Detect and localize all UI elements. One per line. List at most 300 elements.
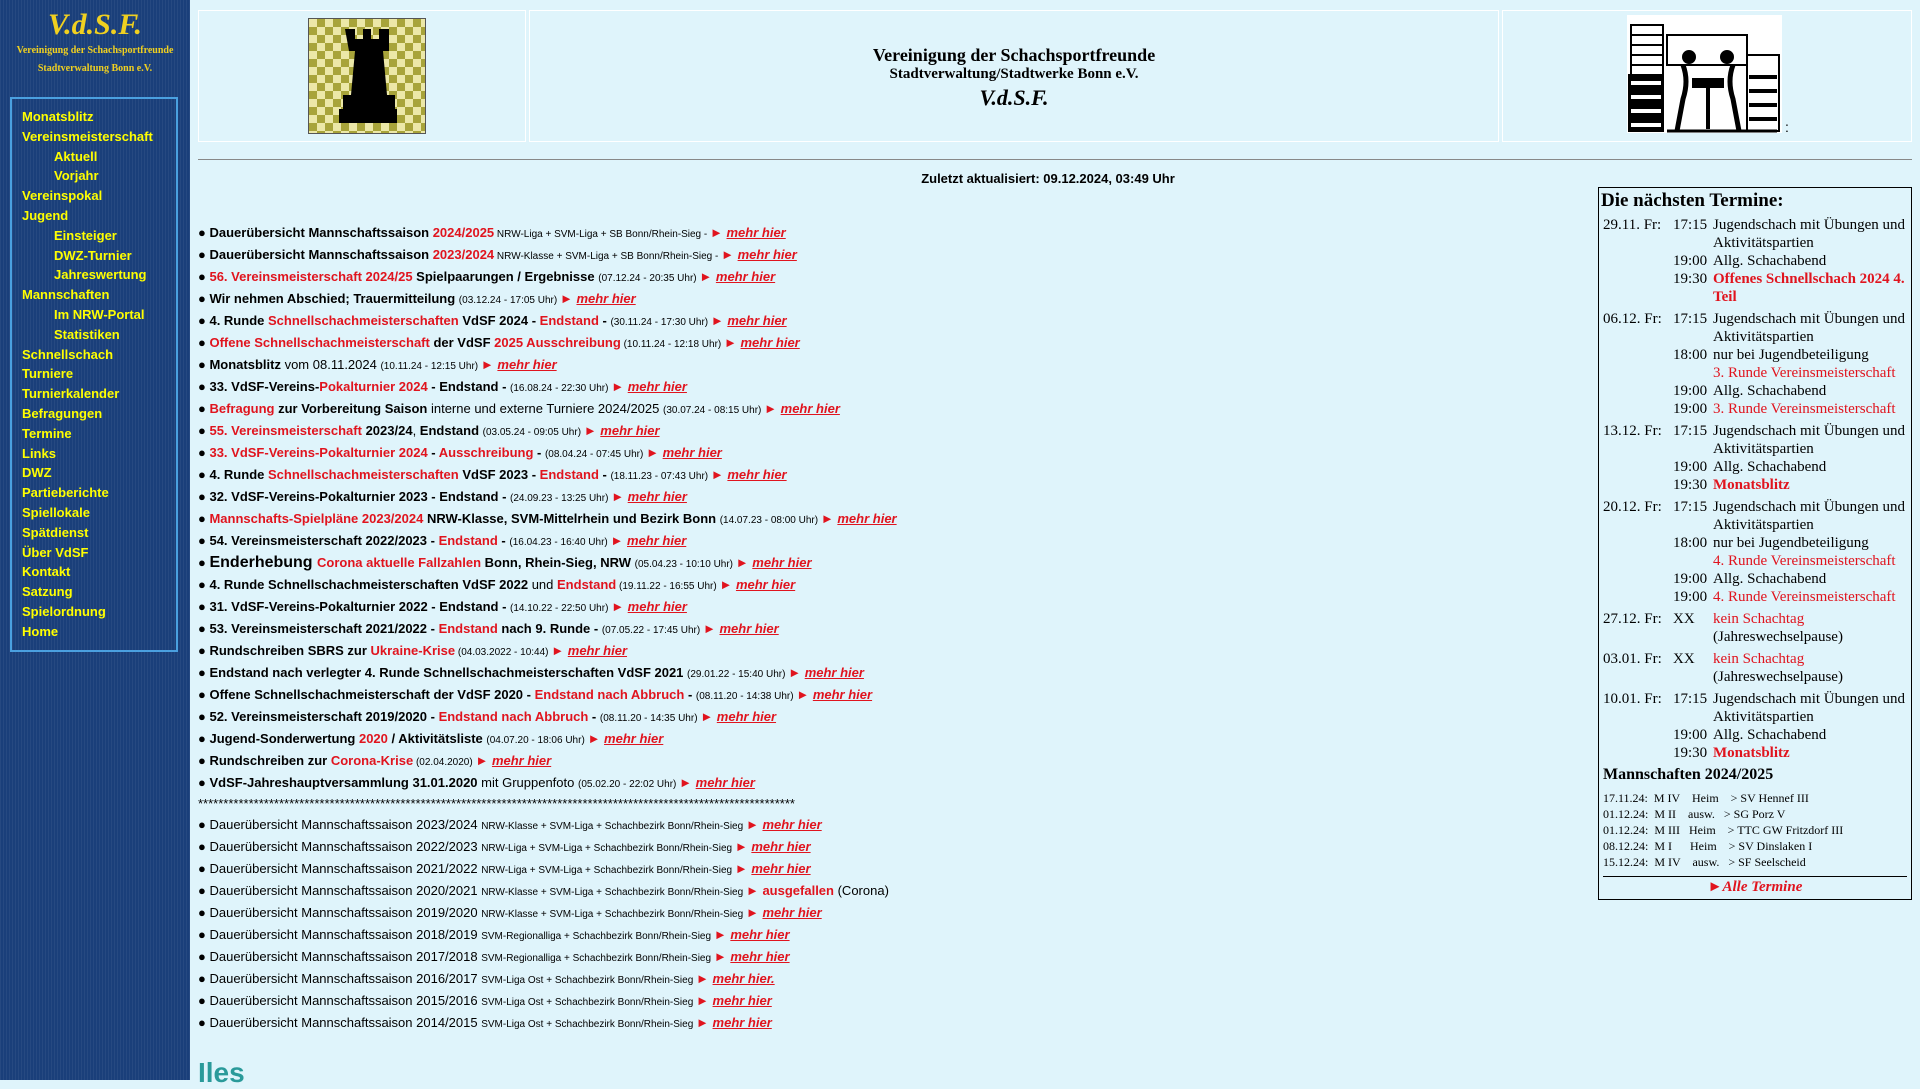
news-item bbox=[198, 750, 1588, 772]
separator-stars: ********************************************************************************************************************** bbox=[198, 796, 795, 811]
event-date: 06.12. Fr: bbox=[1603, 311, 1662, 327]
event-date bbox=[1603, 744, 1673, 762]
more-link[interactable]: mehr hier bbox=[627, 489, 687, 504]
menu-item-jahreswertung[interactable]: Jahreswertung bbox=[54, 267, 147, 283]
event-date bbox=[1603, 476, 1673, 494]
chess-players-image bbox=[1627, 15, 1782, 133]
news-text: und bbox=[528, 577, 558, 592]
header-left-cell bbox=[198, 10, 526, 142]
bullet-icon: ● bbox=[198, 971, 210, 986]
news-item bbox=[198, 772, 1588, 794]
bullet-icon: ● bbox=[198, 687, 210, 702]
news-text: NRW-Klasse, SVM-Mittelrhein und Bezirk Bonn bbox=[423, 511, 720, 526]
more-link[interactable]: mehr hier bbox=[712, 1015, 772, 1030]
event-time bbox=[1673, 552, 1713, 570]
page-header bbox=[198, 10, 1912, 142]
more-link[interactable]: mehr hier bbox=[627, 599, 687, 614]
news-text: Spielpaarungen / Ergebnisse bbox=[412, 269, 599, 284]
event-date bbox=[1603, 252, 1673, 270]
event-description: 3. Runde Vereinsmeisterschaft bbox=[1713, 401, 1896, 417]
bullet-icon: ● bbox=[198, 731, 210, 746]
more-link[interactable]: mehr hier bbox=[751, 839, 811, 854]
arrow-right-icon: ► bbox=[696, 971, 713, 986]
news-list bbox=[198, 222, 1588, 1034]
arrow-right-icon: ► bbox=[713, 949, 731, 964]
more-link[interactable]: mehr hier bbox=[712, 993, 772, 1008]
arrow-right-icon: ► bbox=[820, 511, 838, 526]
news-text: (16.08.24 - 22:30 Uhr) bbox=[510, 383, 612, 394]
more-link[interactable]: mehr hier bbox=[627, 379, 687, 394]
more-link[interactable]: mehr hier bbox=[762, 905, 822, 920]
news-text: Endstand nach verlegter 4. Runde Schnellschachmeisterschaften VdSF 2021 bbox=[209, 665, 688, 680]
news-text: Wir nehmen Abschied; Trauermitteilung bbox=[209, 291, 459, 306]
arrow-right-icon: ► bbox=[610, 533, 628, 548]
news-text: Endstand nach Abbruch bbox=[534, 687, 685, 702]
news-item bbox=[198, 244, 1588, 266]
more-link[interactable]: mehr hier bbox=[812, 687, 873, 702]
event-description: Monatsblitz bbox=[1713, 745, 1790, 761]
event-date bbox=[1603, 588, 1673, 606]
news-text: 52. Vereinsmeisterschaft 2019/2020 - bbox=[209, 709, 439, 724]
menu-item-turniere[interactable]: Turniere bbox=[22, 366, 74, 382]
news-text: 2023/2024 bbox=[432, 247, 495, 262]
event-date: 29.11. Fr: bbox=[1603, 217, 1662, 233]
news-text: NRW-Liga + SVM-Liga + SB Bonn/Rhein-Sieg - bbox=[494, 229, 711, 240]
arrow-right-icon: ► bbox=[745, 883, 763, 898]
event-description: Allg. Schachabend bbox=[1713, 253, 1827, 269]
more-link[interactable]: mehr hier bbox=[752, 555, 812, 570]
more-link[interactable]: mehr hier bbox=[762, 817, 822, 832]
news-text: Endstand bbox=[539, 467, 599, 482]
news-item bbox=[198, 814, 1588, 836]
arrow-right-icon: ► bbox=[745, 905, 763, 920]
news-text: 56. Vereinsmeisterschaft 2024/25 bbox=[209, 269, 413, 284]
menu-item-partieberichte[interactable]: Partieberichte bbox=[22, 485, 109, 501]
news-text: , bbox=[412, 423, 420, 438]
event-day bbox=[1599, 498, 1911, 606]
news-text: Dauerübersicht Mannschaftssaison 2020/2021 bbox=[209, 883, 482, 898]
arrow-right-icon: ► bbox=[734, 861, 752, 876]
bullet-icon: ● bbox=[198, 225, 210, 240]
arrow-right-icon: ► bbox=[475, 753, 492, 768]
news-text: Endstand nach Abbruch bbox=[438, 709, 589, 724]
event-description: Offenes Schnellschach 2024 4. Teil bbox=[1713, 271, 1905, 305]
news-item bbox=[198, 946, 1588, 968]
main-menu bbox=[10, 97, 178, 652]
more-link[interactable]: mehr hier bbox=[627, 533, 687, 548]
arrow-right-icon: ► bbox=[611, 599, 628, 614]
news-text: 2024/2025 bbox=[432, 225, 495, 240]
news-text: SVM-Regionalliga + Schachbezirk Bonn/Rhein-Sieg bbox=[481, 931, 714, 942]
last-updated: Zuletzt aktualisiert: 09.12.2024, 03:49 Uhr bbox=[921, 171, 1175, 186]
news-text: (03.12.24 - 17:05 Uhr) bbox=[458, 295, 560, 306]
more-link[interactable]: mehr hier bbox=[727, 313, 787, 328]
header-subtitle: Stadtverwaltung/Stadtwerke Bonn e.V. bbox=[889, 66, 1139, 82]
event-time: 19:00 bbox=[1673, 589, 1708, 605]
more-link[interactable]: mehr hier bbox=[737, 247, 797, 262]
bullet-icon: ● bbox=[198, 467, 210, 482]
news-item bbox=[198, 376, 1588, 398]
more-link[interactable]: mehr hier bbox=[727, 467, 787, 482]
bullet-icon: ● bbox=[198, 599, 210, 614]
more-link[interactable]: mehr hier bbox=[695, 775, 755, 790]
news-text: - bbox=[497, 533, 510, 548]
news-item bbox=[198, 618, 1588, 640]
news-text: (18.11.23 - 07:43 Uhr) bbox=[610, 471, 711, 482]
event-date bbox=[1603, 726, 1673, 744]
news-text: Endstand bbox=[438, 533, 498, 548]
news-item bbox=[198, 728, 1588, 750]
upcoming-events-panel bbox=[1598, 187, 1912, 900]
arrow-right-icon: ► bbox=[796, 687, 813, 702]
event-date: 10.01. Fr: bbox=[1603, 691, 1662, 707]
news-text: 54. Vereinsmeisterschaft 2022/2023 - bbox=[209, 533, 439, 548]
news-text: Schnellschachmeisterschaften bbox=[267, 313, 459, 328]
bullet-icon: ● bbox=[198, 379, 210, 394]
more-link[interactable]: mehr hier bbox=[719, 621, 779, 636]
more-link[interactable]: mehr hier bbox=[604, 731, 664, 746]
arrow-right-icon: ► bbox=[710, 467, 728, 482]
news-text: NRW-Klasse + SVM-Liga + Schachbezirk Bonn/Rhein-Sieg bbox=[481, 821, 746, 832]
site-logo[interactable] bbox=[0, 0, 190, 78]
events-title: Die nächsten Termine: bbox=[1601, 190, 1784, 211]
event-time: 17:15 bbox=[1673, 423, 1708, 439]
menu-item-einsteiger[interactable]: Einsteiger bbox=[54, 227, 117, 243]
arrow-right-icon: ► bbox=[679, 775, 696, 790]
news-text: Dauerübersicht Mannschaftssaison 2016/2017 bbox=[209, 971, 482, 986]
logo-line-1: Vereinigung der Schachsportfreunde bbox=[16, 45, 174, 56]
event-date bbox=[1603, 458, 1673, 476]
chess-rook-image bbox=[308, 18, 426, 134]
news-text: - bbox=[427, 445, 439, 460]
news-text: Dauerübersicht Mannschaftssaison 2023/2024 bbox=[209, 817, 482, 832]
news-item bbox=[198, 552, 1588, 574]
menu-item-vereinsmeisterschaft[interactable]: Vereinsmeisterschaft bbox=[22, 128, 153, 144]
team-fixtures bbox=[1599, 766, 1911, 870]
news-item bbox=[198, 398, 1588, 420]
arrow-right-icon: ► bbox=[583, 423, 601, 438]
news-item bbox=[198, 902, 1588, 924]
news-item bbox=[198, 266, 1588, 288]
news-text: VdSF 2024 - bbox=[458, 313, 540, 328]
news-text: NRW-Klasse + SVM-Liga + SB Bonn/Rhein-Sieg - bbox=[494, 251, 722, 262]
arrow-right-icon: ► bbox=[480, 357, 498, 372]
news-text: (19.11.22 - 16:55 Uhr) bbox=[616, 581, 720, 592]
menu-item-termine[interactable]: Termine bbox=[22, 425, 72, 441]
event-description: Allg. Schachabend bbox=[1713, 727, 1827, 743]
event-description: kein Schachtag bbox=[1713, 611, 1805, 627]
event-date bbox=[1603, 668, 1673, 686]
more-link[interactable]: mehr hier bbox=[735, 577, 796, 592]
arrow-right-icon: ► bbox=[611, 379, 628, 394]
arrow-right-icon: ► bbox=[764, 401, 781, 416]
menu-item-im-nrw-portal[interactable]: Im NRW-Portal bbox=[54, 306, 145, 322]
news-text: VdSF-Jahreshauptversammlung 31.01.2020 bbox=[209, 775, 478, 790]
news-item bbox=[198, 924, 1588, 946]
chess-players-icon bbox=[1627, 15, 1782, 133]
event-description: Jugendschach mit Übungen und Aktivitätspartien bbox=[1713, 423, 1906, 457]
arrow-right-icon: ► bbox=[702, 621, 720, 636]
arrow-right-icon: ► bbox=[587, 731, 605, 746]
news-text: vom 08.11.2024 bbox=[280, 357, 381, 372]
arrow-right-icon: ► bbox=[734, 839, 752, 854]
news-text: zur Vorbereitung Saison bbox=[274, 401, 428, 416]
event-description: Allg. Schachabend bbox=[1713, 459, 1827, 475]
news-item bbox=[198, 1012, 1588, 1034]
more-link[interactable]: mehr hier bbox=[726, 225, 786, 240]
menu-item-satzung[interactable]: Satzung bbox=[22, 584, 73, 600]
more-link[interactable]: mehr hier bbox=[715, 269, 776, 284]
menu-item-links[interactable]: Links bbox=[22, 445, 56, 461]
event-date bbox=[1603, 400, 1673, 418]
news-item bbox=[198, 288, 1588, 310]
news-item bbox=[198, 880, 1588, 902]
news-text: Dauerübersicht Mannschaftssaison 2021/2022 bbox=[209, 861, 482, 876]
menu-item-statistiken[interactable]: Statistiken bbox=[54, 326, 120, 342]
menu-item-turnierkalender[interactable]: Turnierkalender bbox=[22, 386, 120, 402]
news-item bbox=[198, 596, 1588, 618]
event-time: 19:00 bbox=[1673, 253, 1708, 269]
event-description: Jugendschach mit Übungen und Aktivitätspartien bbox=[1713, 311, 1906, 345]
more-link[interactable]: mehr hier bbox=[600, 423, 660, 438]
menu-item-mannschaften[interactable]: Mannschaften bbox=[22, 287, 110, 303]
arrow-right-icon: ► bbox=[713, 927, 731, 942]
menu-item-dwz[interactable]: DWZ bbox=[22, 465, 52, 481]
bullet-icon: ● bbox=[198, 555, 210, 570]
menu-item-dwz-turnier[interactable]: DWZ-Turnier bbox=[54, 247, 132, 263]
more-link[interactable]: mehr hier bbox=[780, 401, 840, 416]
event-time: XX bbox=[1673, 611, 1695, 627]
news-item bbox=[198, 640, 1588, 662]
news-text: NRW-Klasse + SVM-Liga + Schachbezirk Bonn/Rhein-Sieg bbox=[481, 909, 746, 920]
news-text: (08.04.24 - 07:45 Uhr) bbox=[544, 449, 647, 460]
bullet-icon: ● bbox=[198, 335, 210, 350]
bullet-icon: ● bbox=[198, 621, 210, 636]
news-text: (10.11.24 - 12:18 Uhr) bbox=[620, 339, 725, 350]
news-text: 4. Runde bbox=[209, 467, 268, 482]
news-text: (14.07.23 - 08:00 Uhr) bbox=[719, 515, 821, 526]
menu-item-spielordnung[interactable]: Spielordnung bbox=[22, 603, 106, 619]
bullet-icon: ● bbox=[198, 861, 210, 876]
news-text: Endstand bbox=[557, 577, 617, 592]
event-description: nur bei Jugendbeteiligung bbox=[1713, 347, 1869, 363]
bullet-icon: ● bbox=[198, 423, 210, 438]
arrow-right-icon: ► bbox=[559, 291, 577, 306]
menu-item-schnellschach[interactable]: Schnellschach bbox=[22, 346, 114, 362]
news-text: (05.04.23 - 10:10 Uhr) bbox=[634, 559, 736, 570]
news-item bbox=[198, 486, 1588, 508]
news-text: (05.02.20 - 22:02 Uhr) bbox=[577, 779, 680, 790]
menu-item-vereinspokal[interactable]: Vereinspokal bbox=[22, 188, 103, 204]
news-text: (08.11.20 - 14:35 Uhr) bbox=[599, 713, 701, 724]
event-time: 17:15 bbox=[1673, 217, 1708, 233]
bullet-icon: ● bbox=[198, 817, 210, 832]
news-text: Dauerübersicht Mannschaftssaison 2015/2016 bbox=[209, 993, 482, 1008]
bullet-icon: ● bbox=[198, 577, 210, 592]
news-item bbox=[198, 332, 1588, 354]
menu-item-kontakt[interactable]: Kontakt bbox=[22, 564, 71, 580]
more-link[interactable]: mehr hier bbox=[730, 927, 790, 942]
news-text: Bonn, Rhein-Sieg, NRW bbox=[481, 555, 635, 570]
bullet-icon: ● bbox=[198, 905, 210, 920]
arrow-right-icon: ► bbox=[721, 247, 738, 262]
event-description: (Jahreswechselpause) bbox=[1713, 629, 1843, 645]
event-description: (Jahreswechselpause) bbox=[1713, 669, 1843, 685]
bullet-icon: ● bbox=[198, 643, 210, 658]
more-link[interactable]: mehr hier bbox=[804, 665, 864, 680]
news-text: NRW-Klasse + SVM-Liga + Schachbezirk Bonn/Rhein-Sieg bbox=[481, 887, 746, 898]
more-link[interactable]: mehr hier bbox=[662, 445, 722, 460]
news-text: (04.07.20 - 18:06 Uhr) bbox=[486, 735, 588, 746]
news-text: interne und externe Turniere 2024/2025 bbox=[427, 401, 663, 416]
news-text: Offene Schnellschachmeisterschaft der VdSF 2020 - bbox=[209, 687, 535, 702]
news-item bbox=[198, 530, 1588, 552]
event-date: 13.12. Fr: bbox=[1603, 423, 1662, 439]
more-link[interactable]: mehr hier bbox=[730, 949, 790, 964]
more-link[interactable]: mehr hier bbox=[751, 861, 811, 876]
header-title: Vereinigung der Schachsportfreunde bbox=[872, 45, 1156, 65]
news-item bbox=[198, 662, 1588, 684]
event-date bbox=[1603, 270, 1673, 306]
event-date bbox=[1603, 534, 1673, 552]
news-text: 4. Runde bbox=[209, 313, 268, 328]
news-item bbox=[198, 858, 1588, 880]
header-abbrev: V.d.S.F. bbox=[979, 85, 1049, 110]
bullet-icon: ● bbox=[198, 1015, 210, 1030]
news-text: Jugend-Sonderwertung bbox=[209, 731, 359, 746]
more-link[interactable]: mehr hier bbox=[497, 357, 557, 372]
menu-item-über-vdsf[interactable]: Über VdSF bbox=[22, 544, 89, 560]
sidebar bbox=[0, 0, 190, 1080]
event-day bbox=[1599, 650, 1911, 686]
news-text: 33. VdSF-Vereins- bbox=[209, 379, 320, 394]
header-divider bbox=[198, 159, 1912, 160]
news-text: nach 9. Runde - bbox=[497, 621, 602, 636]
event-date bbox=[1603, 570, 1673, 588]
more-link[interactable]: mehr hier bbox=[740, 335, 800, 350]
arrow-right-icon: ► bbox=[696, 993, 713, 1008]
event-day bbox=[1599, 310, 1911, 418]
more-link[interactable]: mehr hier bbox=[491, 753, 552, 768]
event-date bbox=[1603, 382, 1673, 400]
team-fixture-row: 15.12.24: M IV ausw. > SF Seelscheid bbox=[1603, 855, 1806, 869]
news-text: - bbox=[684, 687, 696, 702]
news-item bbox=[198, 222, 1588, 244]
news-text: SVM-Liga Ost + Schachbezirk Bonn/Rhein-Sieg bbox=[481, 975, 697, 986]
menu-item-jugend[interactable]: Jugend bbox=[22, 207, 69, 223]
arrow-right-icon: ► bbox=[710, 225, 727, 240]
team-fixture-row: 08.12.24: M I Heim > SV Dinslaken I bbox=[1603, 839, 1813, 853]
bullet-icon: ● bbox=[198, 533, 210, 548]
event-day bbox=[1599, 216, 1911, 306]
news-text: Dauerübersicht Mannschaftssaison 2017/2018 bbox=[209, 949, 482, 964]
news-text: 53. Vereinsmeisterschaft 2021/2022 - bbox=[209, 621, 439, 636]
news-text: (07.05.22 - 17:45 Uhr) bbox=[601, 625, 703, 636]
arrow-right-icon: ► bbox=[724, 335, 741, 350]
event-description: 3. Runde Vereinsmeisterschaft bbox=[1713, 365, 1896, 381]
event-time: 17:15 bbox=[1673, 691, 1708, 707]
arrow-right-icon: ► bbox=[710, 313, 728, 328]
arrow-right-icon: ► bbox=[551, 643, 568, 658]
arrow-right-icon: ► bbox=[696, 1015, 713, 1030]
news-text: SVM-Liga Ost + Schachbezirk Bonn/Rhein-Sieg bbox=[481, 1019, 697, 1030]
events-list bbox=[1599, 216, 1911, 762]
news-text: VdSF 2023 - bbox=[458, 467, 540, 482]
event-time: 19:00 bbox=[1673, 571, 1708, 587]
news-text: 4. Runde Schnellschachmeisterschaften VdSF 2022 bbox=[209, 577, 529, 592]
event-day bbox=[1599, 610, 1911, 646]
more-link[interactable]: mehr hier bbox=[716, 709, 777, 724]
menu-item-spätdienst[interactable]: Spätdienst bbox=[22, 524, 89, 540]
all-events-link[interactable]: ►Alle Termine bbox=[1603, 876, 1907, 896]
bullet-icon: ● bbox=[198, 291, 210, 306]
news-text: - bbox=[533, 445, 545, 460]
event-date: 20.12. Fr: bbox=[1603, 499, 1662, 515]
event-description: nur bei Jugendbeteiligung bbox=[1713, 535, 1869, 551]
menu-item-home[interactable]: Home bbox=[22, 623, 59, 639]
bullet-icon: ● bbox=[198, 357, 210, 372]
event-description: kein Schachtag bbox=[1713, 651, 1805, 667]
event-time bbox=[1673, 668, 1713, 686]
news-text: NRW-Liga + SVM-Liga + Schachbezirk Bonn/Rhein-Sieg bbox=[481, 843, 735, 854]
more-link[interactable]: mehr hier bbox=[567, 643, 628, 658]
bullet-icon: ● bbox=[198, 709, 210, 724]
news-text: mit Gruppenfoto bbox=[477, 775, 578, 790]
news-text: Dauerübersicht Mannschaftssaison 2014/2015 bbox=[209, 1015, 482, 1030]
news-text: (Corona) bbox=[833, 883, 889, 898]
event-description: Jugendschach mit Übungen und Aktivitätspartien bbox=[1713, 691, 1906, 725]
bullet-icon: ● bbox=[198, 489, 210, 504]
news-text: 2025 Ausschreibung bbox=[494, 335, 621, 350]
news-text: (07.12.24 - 20:35 Uhr) bbox=[598, 273, 700, 284]
event-time: 19:30 bbox=[1673, 477, 1708, 493]
event-time: 19:30 bbox=[1673, 271, 1708, 287]
event-date bbox=[1603, 628, 1673, 646]
news-text: NRW-Liga + SVM-Liga + Schachbezirk Bonn/Rhein-Sieg bbox=[481, 865, 735, 876]
event-time: 17:15 bbox=[1673, 311, 1708, 327]
header-center-cell bbox=[529, 10, 1499, 142]
news-item bbox=[198, 442, 1588, 464]
menu-item-spiellokale[interactable]: Spiellokale bbox=[22, 504, 90, 520]
news-text: Ausschreibung bbox=[438, 445, 534, 460]
event-description: Allg. Schachabend bbox=[1713, 383, 1827, 399]
news-item bbox=[198, 508, 1588, 530]
arrow-right-icon: ► bbox=[611, 489, 628, 504]
news-item bbox=[198, 836, 1588, 858]
news-text: (04.03.2022 - 10:44) bbox=[455, 647, 552, 658]
bullet-icon: ● bbox=[198, 775, 210, 790]
news-item bbox=[198, 354, 1588, 376]
more-link[interactable]: mehr hier. bbox=[712, 971, 775, 986]
menu-item-monatsblitz[interactable]: Monatsblitz bbox=[22, 109, 94, 124]
news-text: (16.04.23 - 16:40 Uhr) bbox=[509, 537, 611, 548]
event-description: Jugendschach mit Übungen und Aktivitätspartien bbox=[1713, 217, 1906, 251]
news-text: Enderhebung bbox=[209, 554, 318, 571]
news-text: Dauerübersicht Mannschaftssaison 2018/2019 bbox=[209, 927, 482, 942]
bullet-icon: ● bbox=[198, 269, 210, 284]
menu-item-aktuell[interactable]: Aktuell bbox=[54, 148, 98, 164]
menu-item-befragungen[interactable]: Befragungen bbox=[22, 405, 103, 421]
event-time bbox=[1673, 628, 1713, 646]
bullet-icon: ● bbox=[198, 949, 210, 964]
bullet-icon: ● bbox=[198, 883, 210, 898]
bullet-icon: ● bbox=[198, 993, 210, 1008]
more-link[interactable]: mehr hier bbox=[576, 291, 636, 306]
bullet-icon: ● bbox=[198, 511, 210, 526]
logo-line-2: Stadtverwaltung Bonn e.V. bbox=[37, 63, 153, 74]
menu-item-vorjahr[interactable]: Vorjahr bbox=[54, 168, 99, 184]
more-link[interactable]: mehr hier bbox=[837, 511, 897, 526]
